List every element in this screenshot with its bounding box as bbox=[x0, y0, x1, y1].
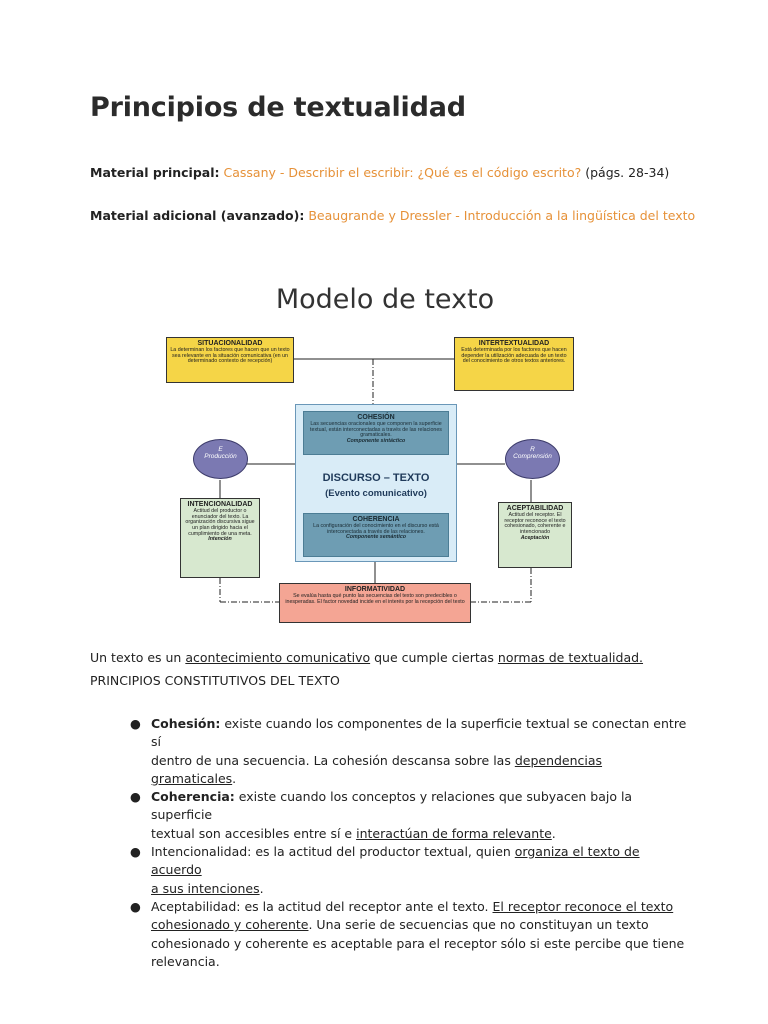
diagram-title: Modelo de texto bbox=[275, 284, 495, 315]
cohesion-text-1: existe cuando los componentes de la superficie textual se conectan entre sí bbox=[151, 716, 687, 750]
coherencia-title: COHERENCIA bbox=[352, 516, 400, 523]
intencionalidad-text: Actitud del productor o enunciador del texto. La organización discursiva sigue un plan dirigido hacia el cumplimiento de una meta. bbox=[185, 508, 255, 537]
coherencia-text-2: textual son accesibles entre sí e bbox=[151, 825, 357, 841]
intencionalidad-text-1: Intencionalidad: es la actitud del productor textual, quien bbox=[151, 844, 515, 860]
situacionalidad-box bbox=[166, 337, 294, 383]
list-item-cohesion bbox=[130, 715, 690, 788]
intencionalidad-link-b[interactable]: a sus intenciones bbox=[151, 880, 260, 896]
intertextualidad-box bbox=[454, 337, 574, 391]
bullet-icon: ● bbox=[130, 844, 141, 860]
principles-list bbox=[130, 715, 690, 971]
coherencia-text: La configuración del conocimiento en el discurso está interconectada a través de las relaciones. bbox=[313, 523, 439, 535]
informatividad-text: Se evalúa hasta qué punto las secuencias del texto son predecibles o inesperadas. El factor novedad incide en el interés por la recepción del texto bbox=[285, 593, 465, 605]
situacionalidad-text: La determinan los factores que hacen que un texto sea relevante en la situación comunicativa (en un determinado contexto de recepción) bbox=[170, 347, 290, 365]
page-title: Principios de textualidad bbox=[90, 92, 466, 123]
section-heading: PRINCIPIOS CONSTITUTIVOS DEL TEXTO bbox=[90, 673, 340, 688]
material-adicional-link[interactable]: Beaugrande y Dressler - Introducción a la lingüística del texto bbox=[308, 208, 696, 223]
emisor-label: Producción bbox=[204, 453, 237, 460]
text-model-diagram bbox=[160, 278, 610, 633]
cohesion-text-3: . bbox=[232, 770, 237, 786]
aceptabilidad-text-2: . Una serie de secuencias que no constituyan un texto bbox=[308, 917, 649, 933]
cohesion-box bbox=[303, 411, 449, 455]
material-principal-label: Material principal: bbox=[90, 165, 220, 180]
coherencia-link[interactable]: interactúan de forma relevante bbox=[356, 825, 552, 841]
receptor-ellipse bbox=[505, 439, 560, 479]
list-item-intencionalidad bbox=[130, 843, 690, 898]
intertextualidad-text: Está determinada por los factores que hacen depender la utilización adecuada de un texto del conocimiento de otros textos anteriores. bbox=[461, 347, 567, 365]
cohesion-text: Las secuencias oracionales que componen la superficie textual, están interconectadas a través de las relaciones gramaticales. bbox=[310, 421, 442, 439]
discurso-texto-box bbox=[295, 404, 457, 562]
aceptabilidad-link-a[interactable]: El receptor reconoce el texto bbox=[492, 898, 674, 914]
cohesion-text-2: dentro de una secuencia. La cohesión descansa sobre las bbox=[151, 752, 515, 768]
situacionalidad-title: SITUACIONALIDAD bbox=[197, 340, 263, 347]
aceptabilidad-text: Actitud del receptor. El receptor reconoce el texto cohesionado, coherente e intencionado bbox=[504, 512, 566, 535]
intro-link-normas[interactable]: normas de textualidad. bbox=[497, 650, 644, 665]
intencionalidad-link-a[interactable]: organiza el texto de acuerdo bbox=[151, 844, 640, 878]
coherencia-component: Componente semántico bbox=[345, 534, 407, 541]
intencionalidad-title: INTENCIONALIDAD bbox=[187, 501, 253, 508]
aceptabilidad-title: ACEPTABILIDAD bbox=[506, 505, 564, 512]
aceptabilidad-link-b[interactable]: cohesionado y coherente bbox=[151, 917, 309, 933]
term-cohesion: Cohesión: bbox=[151, 716, 221, 731]
emisor-ellipse bbox=[193, 439, 248, 479]
list-item-coherencia bbox=[130, 788, 690, 843]
material-principal-pages: (págs. 28-34) bbox=[585, 165, 670, 180]
material-principal-line bbox=[90, 165, 669, 180]
cohesion-title: COHESIÓN bbox=[357, 414, 395, 421]
bullet-icon: ● bbox=[130, 716, 141, 731]
bullet-icon: ● bbox=[130, 898, 141, 914]
aceptabilidad-text-1: Aceptabilidad: es la actitud del receptor ante el texto. bbox=[151, 898, 493, 914]
discurso-subtitle: (Evento comunicativo) bbox=[325, 488, 427, 499]
emisor-letter: E bbox=[218, 446, 223, 453]
coherencia-box bbox=[303, 513, 449, 557]
aceptabilidad-text-4: relevancia. bbox=[151, 953, 220, 969]
coherencia-text-3: . bbox=[551, 825, 556, 841]
term-coherencia: Coherencia: bbox=[151, 789, 235, 805]
intertextualidad-title: INTERTEXTUALIDAD bbox=[478, 340, 550, 347]
intro-paragraph bbox=[90, 650, 643, 665]
informatividad-title: INFORMATIVIDAD bbox=[344, 586, 406, 593]
material-principal-link[interactable]: Cassany - Describir el escribir: ¿Qué es el código escrito? bbox=[223, 165, 582, 180]
discurso-title: DISCURSO – TEXTO bbox=[322, 472, 430, 484]
cohesion-link[interactable]: dependencias gramaticales bbox=[151, 752, 603, 786]
material-adicional-label: Material adicional (avanzado): bbox=[90, 208, 305, 223]
informatividad-box bbox=[279, 583, 471, 623]
aceptabilidad-box bbox=[498, 502, 572, 568]
intencionalidad-text-2: . bbox=[259, 880, 264, 896]
bullet-icon: ● bbox=[130, 789, 141, 805]
intro-text-1: Un texto es un bbox=[90, 650, 186, 665]
cohesion-component: Componente sintáctico bbox=[346, 437, 406, 444]
list-item-aceptabilidad bbox=[130, 898, 690, 971]
intro-text-2: que cumple ciertas bbox=[370, 650, 498, 665]
material-adicional-line bbox=[90, 208, 695, 223]
aceptabilidad-component: Aceptación bbox=[520, 534, 550, 541]
receptor-label: Comprensión bbox=[513, 453, 552, 460]
intro-link-acontecimiento[interactable]: acontecimiento comunicativo bbox=[185, 650, 371, 665]
coherencia-text-1: existe cuando los conceptos y relaciones que subyacen bajo la superficie bbox=[151, 789, 633, 823]
intencionalidad-box bbox=[180, 498, 260, 578]
intencionalidad-component: Intención bbox=[208, 536, 232, 543]
aceptabilidad-text-3: cohesionado y coherente es aceptable para el receptor sólo si este percibe que tiene bbox=[151, 935, 685, 951]
receptor-letter: R bbox=[530, 446, 535, 453]
